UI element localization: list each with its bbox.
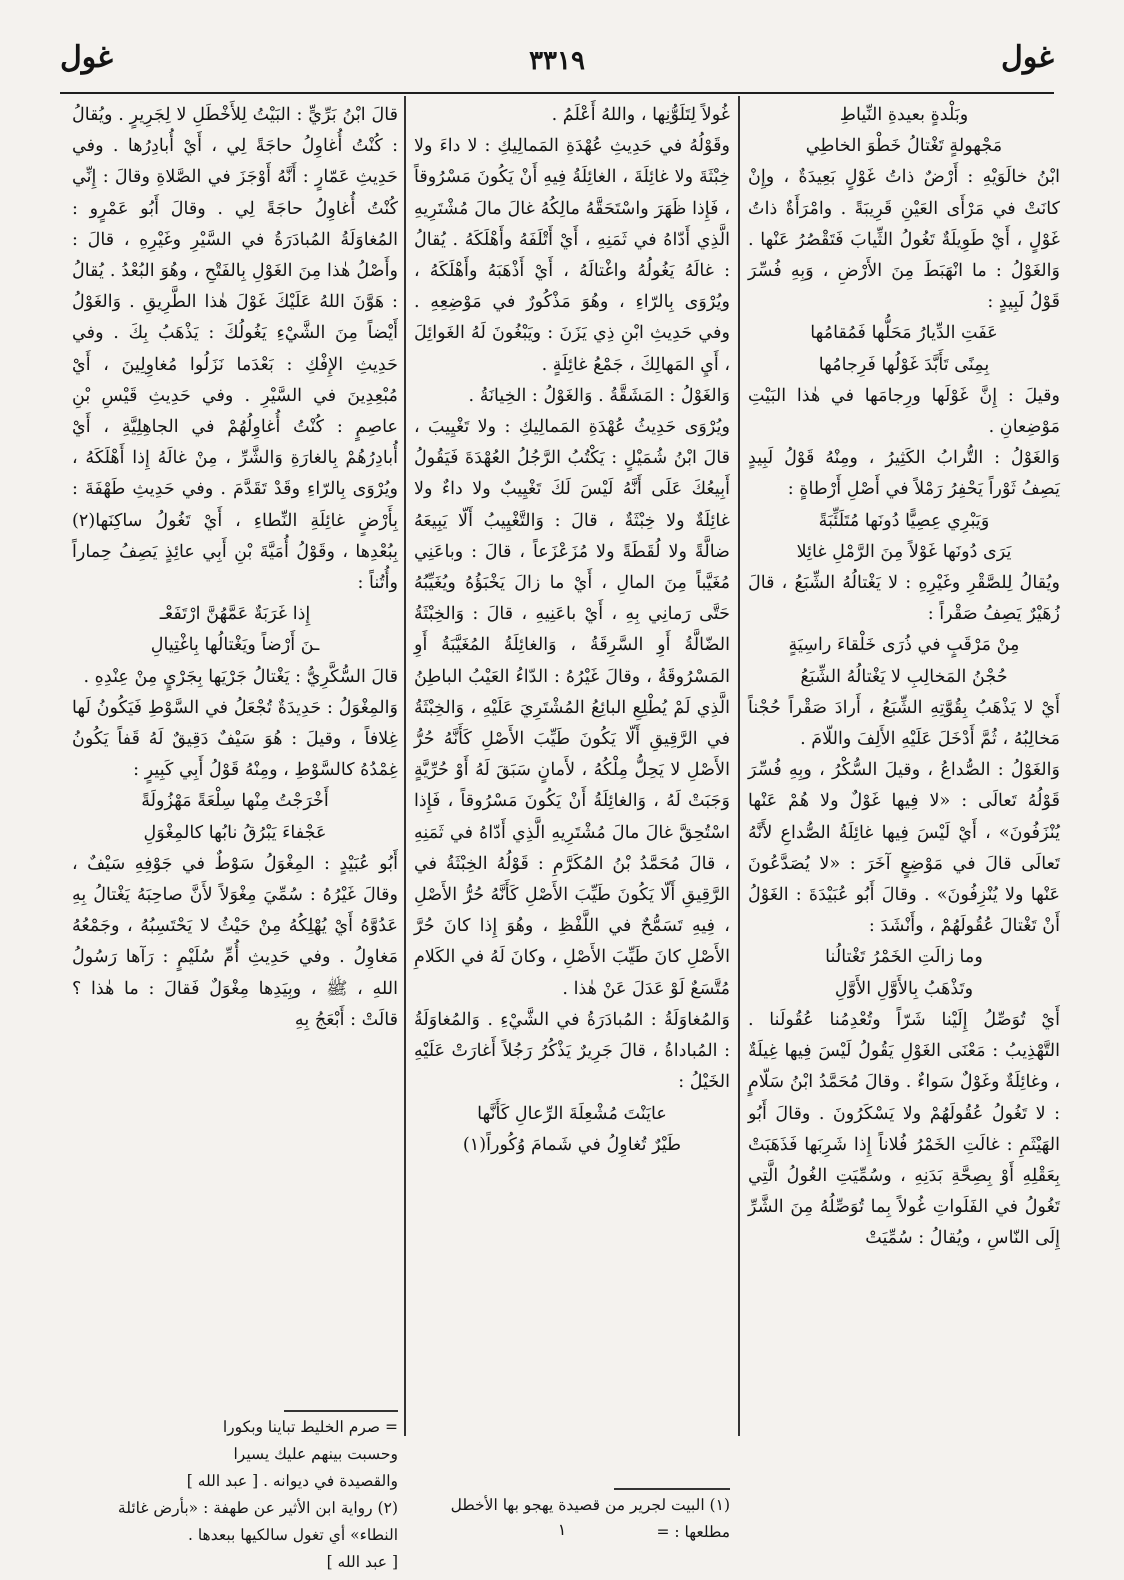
verse-line: عَجْفاءَ يَبْرُقُ نابُها كالمِغْوَلِ (143, 822, 327, 843)
text-column-right (748, 100, 1060, 1485)
paragraph: ويُرْوَى حَدِيثُ عُهْدَةِ المَمالِيكِ : ولا تَغْيِيبَ ، قالَ ابْنُ شُمَيْلٍ : يَكْتُبُ الرَّجُلُ العُهْدَةَ فَيَقُولُ أَبِيعُكَ عَلَى أَنَّهُ لَيْسَ لَكَ تَغْيِيبٌ ولا داءٌ ولا غائِلَةٌ ولا خِبْثَةٌ ، قالَ : وَالتَّغْيِيبُ أَلّا يَبِيعَهُ ضالَّةً ولا لُقَطَةً ولا مُزَعْزَعاً ، قالَ : وباعَنِي مُغَيَّباً مِنَ المالِ ، أَيْ ما زالَ يَخْبَؤُهُ ويُغَيِّبُهُ حَتَّى رَمانِي بِهِ ، أَيْ باعَنِيهِ ، قالَ : وَالخِبْثَةُ الضّالَّةُ أَوِ السَّرِقَةُ ، وَالغائِلَةُ المُغَيَّبَةُ أَوِ المَسْرُوقَةُ ، وقالَ غَيْرُهُ : الدّاءُ العَيْبُ الباطِنُ الَّذِي لَمْ يُطْلِعِ البائِعُ المُشْتَرِيَ عَلَيْهِ ، وَالخِبْثَةُ في الرَّقِيقِ أَلّا يَكُونَ طَيِّبَ الأَصْلِ كَأَنَّهُ حُرُّ الأَصْلِ لا يَحِلُّ مِلْكُهُ ، لأَمانٍ سَبَقَ لَهُ أَوْ حُرِّيَّةٍ وَجَبَتْ لَهُ ، وَالغائِلَةُ أَنْ يَكُونَ مَسْرُوقاً ، فَإِذا اسْتُحِقَّ غالَ مالَ مُشْتَرِيهِ الَّذِي أَدّاهُ في ثَمَنِهِ ، قالَ مُحَمَّدُ بْنُ المُكَرَّمِ : قَوْلُهُ الخِبْثَةُ في الرَّقِيقِ أَلّا يَكُونَ طَيِّبَ الأَصْلِ كَأَنَّهُ حُرُّ الأَصْلِ ، فِيهِ تَسَمُّحٌ في اللَّفْظِ ، وهُوَ إِذا كانَ حُرَّ الأَصْلِ كانَ طَيِّبَ الأَصْلِ ، وكانَ لَهُ في الكَلامِ مُتَّسَعٌ لَوْ عَدَلَ عَنْ هٰذا . (414, 417, 730, 999)
verse-line: مَجْهولةٍ تَغْتالُ خَطْوَ الخاطِي (805, 136, 1003, 157)
verse-line: وَيَبْرِي عِصِيًّا دُونَها مُتَلَئِّبَةً (818, 510, 990, 531)
paragraph: وقيلَ : إِنَّ غَوْلَها ورِجامَها في هٰذا البَيْتِ مَوْضِعانِ . (748, 385, 1060, 438)
footnote-line: (٢) رواية ابن الأثير عن طهفة : «بأرض غائلة النطاء» أي تغول سالكيها ببعدها . (117, 1499, 398, 1544)
verse-line: يَرَى دُونَها غَوْلاً مِنَ الرَّمْلِ غائِلا (796, 541, 1012, 562)
paragraph: وَالغَوْلُ : التُّرابُ الكَثِيرُ ، ومِنْهُ قَوْلُ لَبِيدٍ يَصِفُ ثَوْراً يَحْفِرُ رَمْلاً في أَصْلِ أَرْطاةٍ : (748, 448, 1060, 500)
paragraph: وَالغَوْلُ : المَشَقَّةُ . وَالغَوْلُ : الخِيانَةُ . (468, 385, 730, 406)
header-keyword-right: غول (1001, 40, 1054, 75)
verse-line: عَفَتِ الدِّيارُ مَحَلُّها فَمُقامُها (810, 323, 998, 344)
text-column-middle (414, 100, 730, 1485)
verse-line: مِنْ مَرْقَبٍ في ذُرَى خَلْقاءَ راسِيَةٍ (788, 635, 1020, 656)
column-divider-right (738, 96, 740, 1436)
paragraph: وَالمُغاوَلَةُ : المُبادَرَةُ في الشَّيْءِ . وَالمُغاوَلَةُ : المُباداةُ ، قالَ جَرِيرٌ يَذْكُرُ رَجُلاً أَغارَتْ عَلَيْهِ الخَيْلُ : (414, 1009, 730, 1093)
verse-line: وما زالَتِ الخَمْرُ تَغْتالُنا (825, 947, 983, 968)
paragraph: ويُقالُ لِلصَّقْرِ وغَيْرِهِ : لا يَغْتالُهُ الشِّبَعُ ، قالَ زُهَيْرٌ يَصِفُ صَقْراً : (748, 573, 1060, 625)
paragraph: قالَ ابْنُ بَرِّيٍّ : البَيْتُ لِلأَخْطَلِ لا لِجَرِيرٍ . ويُقالُ : كُنْتُ أُغاوِلُ حاجَةً لِي ، أَيْ أُبادِرُها . وفي حَدِيثِ عَمّارٍ : أَنَّهُ أَوْجَزَ في الصَّلاةِ وقالَ : إِنِّي كُنْتُ أُغاوِلُ حاجَةً لِي . وقالَ أَبُو عَمْرٍو : المُغاوَلَةُ المُبادَرَةُ في السَّيْرِ وغَيْرِهِ ، قالَ : وأَصْلُ هٰذا مِنَ الغَوْلِ بِالفَتْحِ ، وهُوَ البُعْدُ . يُقالُ : هَوَّنَ اللهُ عَلَيْكَ غَوْلَ هٰذا الطَّرِيقِ . وَالغَوْلُ أَيْضاً مِنَ الشَّيْءِ يَغُولُكَ : يَذْهَبُ بِكَ . وفي حَدِيثِ الإِفْكِ : بَعْدَما نَزَلُوا مُغاوِلِينَ ، أَيْ مُبْعِدِينَ في السَّيْرِ . وفي حَدِيثِ قَيْسِ بْنِ عاصِمٍ : كُنْتُ أُغاوِلُهُمْ في الجاهِلِيَّةِ ، أَيْ أُبادِرُهُمْ بِالغارَةِ وَالشَّرِّ ، مِنْ غالَهُ إِذا أَهْلَكَهُ ، ويُرْوَى بِالرّاءِ وقَدْ تَقَدَّمَ . وفي حَدِيثِ طَهْفَةَ : بِأَرْضٍ غائِلَةِ النِّطاءِ ، أَيْ تَغُولُ ساكِنَها(٢) بِبُعْدِها ، وقَوْلُ أُمَيَّةَ بْنِ أَبِي عائِذٍ يَصِفُ حِماراً وأُتُناً : (72, 105, 398, 594)
footer-number: ١ (557, 1520, 567, 1539)
text-column-left (72, 100, 398, 1485)
footnotes-left (72, 1414, 398, 1571)
verse-line: وتَذْهَبُ بِالأَوَّلِ الأَوَّلِ (834, 978, 974, 999)
page-header (60, 40, 1054, 90)
paragraph: وقَوْلُهُ في حَدِيثِ عُهْدَةِ المَمالِيكِ : لا داءَ ولا خِبْثَةَ ولا غائِلَةَ ، الغائِلَةُ فِيهِ أَنْ يَكُونَ مَسْرُوقاً ، فَإِذا ظَهَرَ واسْتَحَقَّهُ مالِكُهُ غالَ مالَ مُشْتَرِيهِ الَّذِي أَدّاهُ في ثَمَنِهِ ، أَيْ أَتْلَفَهُ وأَهْلَكَهُ . يُقالُ : غالَهُ يَغُولُهُ واغْتالَهُ ، أَيْ أَذْهَبَهُ وأَهْلَكَهُ ، ويُرْوَى بِالرّاءِ ، وهُوَ مَذْكُورٌ في مَوْضِعِهِ . وفي حَدِيثِ ابْنِ ذِي يَزَنَ : ويَبْغُونَ لَهُ الغَوائِلَ ، أَيِ المَهالِكَ ، جَمْعُ غائِلَةٍ . (414, 136, 730, 375)
footnote-line: وحسبت بينهم عليك يسيرا (233, 1445, 398, 1463)
verse-line: بِمِنًى تَأَبَّدَ غَوْلُها فَرِجامُها (818, 354, 990, 375)
verse-line: عايَنْتَ مُشْعِلَةَ الرِّعالِ كَأَنَّها (477, 1103, 667, 1124)
verse-line: إِذا غَرَبَةٌ عَمَّهُنَّ ارْتَفَعْـ (159, 604, 311, 625)
footnote-line: [ عبد الله ] (326, 1553, 398, 1571)
paragraph: وَالمِغْوَلُ : حَدِيدَةٌ تُجْعَلُ في السَّوْطِ فَيَكُونُ لَها غِلافاً ، وقيلَ : هُوَ سَيْفٌ دَقِيقٌ لَهُ قَفاً يَكُونُ غِمْدُهُ كالسَّوْطِ ، ومِنْهُ قَوْلُ أَبِي كَبِيرٍ : (72, 697, 398, 781)
paragraph: أَيْ تُوَصِّلُ إِلَيْنا شَرّاً وتُعْدِمُنا عُقُولَنا . التَّهْذِيبُ : مَعْنَى الغَوْلِ يَقُولُ لَيْسَ فِيها غِيلَةٌ ، وغائِلَةٌ وغَوْلٌ سَواءٌ . وقالَ مُحَمَّدُ ابْنُ سَلّامٍ : لا تَغُولُ عُقُولَهُمْ ولا يَسْكَرُونَ . وقالَ أَبُو الهَيْثَمِ : غالَتِ الخَمْرُ فُلاناً إِذا شَرِبَها فَذَهَبَتْ بِعَقْلِهِ أَوْ بِصِحَّةِ بَدَنِهِ ، وسُمِّيَتِ الغُولُ الَّتِي تَغُولُ في الفَلَواتِ غُولاً بِما تُوَصِّلُهُ مِنَ الشَّرِّ إِلَى النّاسِ ، ويُقالُ : سُمِّيَتْ (748, 1009, 1060, 1249)
column-divider-left (404, 96, 406, 1436)
footnote-rule-middle (614, 1488, 730, 1490)
footnote-line: والقصيدة في ديوانه . [ عبد الله ] (186, 1472, 398, 1490)
header-keyword-left: غول (60, 40, 113, 75)
header-rule (60, 92, 1054, 94)
footnote-line: (١) البيت لجرير من قصيدة يهجو بها الأخطل مطلعها : = (450, 1496, 730, 1541)
paragraph: أَيْ لا يَذْهَبُ بِقُوَّتِهِ الشِّبَعُ ، أَرادَ صَقْراً حُجْناً مَخالِبُهُ ، ثُمَّ أَدْخَلَ عَلَيْهِ الأَلِفَ واللّامَ . (748, 697, 1060, 750)
verse-line: ـنَ أَرْضاً ويَغْتالُها بِاغْتِيالِ (150, 635, 320, 656)
paragraph: غُولاً لِتَلَوُّنِها ، واللهُ أَعْلَمُ . (551, 105, 730, 125)
paragraph: ابْنُ خالَوَيْهِ : أَرْضٌ ذاتُ غَوْلٍ بَعِيدَةٌ ، وإِنْ كانَتْ في مَرْأَى العَيْنِ قَرِيبَةً . وامْرَأَةٌ ذاتُ غَوْلٍ ، أَيْ طَوِيلَةٌ تَغُولُ الثِّيابَ فَتَقْصُرُ عَنْها . وَالغَوْلُ : ما انْهَبَطَ مِنَ الأَرْضِ ، وَبِهِ فُسِّرَ قَوْلُ لَبِيدٍ : (748, 167, 1060, 313)
paragraph: وَالغَوْلُ : الصُّداعُ ، وقيلَ السُّكْرُ ، وبِهِ فُسِّرَ قَوْلُهُ تَعالَى : «لا فِيها غَوْلٌ ولا هُمْ عَنْها يُنْزَفُونَ» ، أَيْ لَيْسَ فِيها غائِلَةُ الصُّداعِ لأَنَّهُ تَعالَى قالَ في مَوْضِعٍ آخَرَ : «لا يُصَدَّعُونَ عَنْها ولا يُنْزِفُونَ» . وقالَ أَبُو عُبَيْدَةَ : الغَوْلُ أَنْ تَغْتالَ عُقُولَهُمْ ، وأَنْشَدَ : (748, 760, 1060, 937)
paragraph: قالَ السُّكَّرِيُّ : يَغْتالُ جَرْيَها بِجَرْيٍ مِنْ عِنْدِهِ . (83, 666, 398, 687)
verse-line: طَيْرٌ تُغاوِلُ في شَمامَ وُكُوراً(١) (462, 1134, 682, 1155)
footnote-rule-left (284, 1410, 398, 1412)
verse-line: وبَلْدةٍ بعيدةِ النِّياطِ (839, 105, 969, 125)
paragraph: أَبُو عُبَيْدٍ : المِغْوَلُ سَوْطٌ في جَوْفِهِ سَيْفٌ ، وقالَ غَيْرُهُ : سُمِّيَ مِغْوَلاً لأَنَّ صاحِبَهُ يَغْتالُ بِهِ عَدُوَّهُ أَيْ يُهْلِكُهُ مِنْ حَيْثُ لا يَحْتَسِبُهُ ، وجَمْعُهُ مَغاوِلُ . وفي حَدِيثِ أُمِّ سُلَيْمٍ : رَآها رَسُولُ اللهِ ، ﷺ ، وبِيَدِها مِغْوَلٌ فَقالَ : ما هٰذا ؟ قالَتْ : أَبْعَجُ بِهِ (72, 853, 398, 1030)
page-number: ٣٣١٩ (529, 46, 585, 76)
verse-line: أَخْرَجْتُ مِنْها سِلْعَةً مَهْزُولَةً (141, 791, 329, 812)
verse-line: حُجْنُ المَخالِبِ لا يَغْتالُهُ الشِّبَعُ (800, 666, 1008, 687)
footnotes-middle (414, 1492, 730, 1552)
footnote-line: = صرم الخليط تباينا وبكورا (222, 1418, 398, 1436)
